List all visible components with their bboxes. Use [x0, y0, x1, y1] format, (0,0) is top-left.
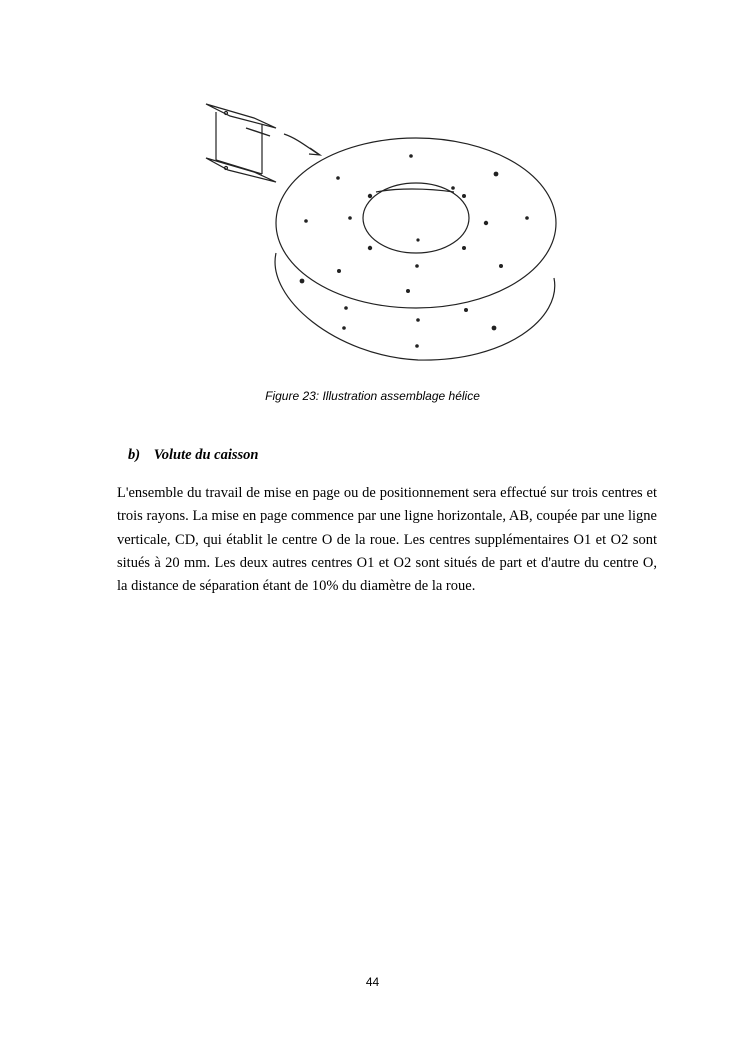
top-disc — [276, 138, 556, 308]
assembly-arrow — [284, 134, 318, 154]
section-title: Volute du caisson — [153, 447, 259, 463]
figure-illustration — [196, 88, 576, 378]
bracket-web — [216, 112, 262, 174]
page-number: 44 — [365, 975, 380, 989]
central-hole — [363, 183, 469, 253]
helice-assembly-drawing — [196, 88, 576, 378]
bottom-disc — [275, 253, 555, 360]
section-label: b) — [128, 447, 141, 463]
section-heading — [128, 447, 258, 464]
bracket-bottom-flange — [206, 158, 276, 182]
figure-caption: Figure 23: Illustration assemblage hélice — [265, 389, 480, 403]
body-paragraph: L'ensemble du travail de mise en page ou de positionnement sera effectué sur trois centres et trois rayons. La mise en page commence par une ligne horizontale, AB, coupée par une ligne verticale, CD, qui établit le centre O de la roue. Les centres supplémentaires O1 et O2 sont situés à 20 mm. Les deux autres centres O1 et O2 sont situés de part et d'autre du centre O, la distance de séparation étant de 10% du diamètre de la roue. — [117, 485, 657, 595]
